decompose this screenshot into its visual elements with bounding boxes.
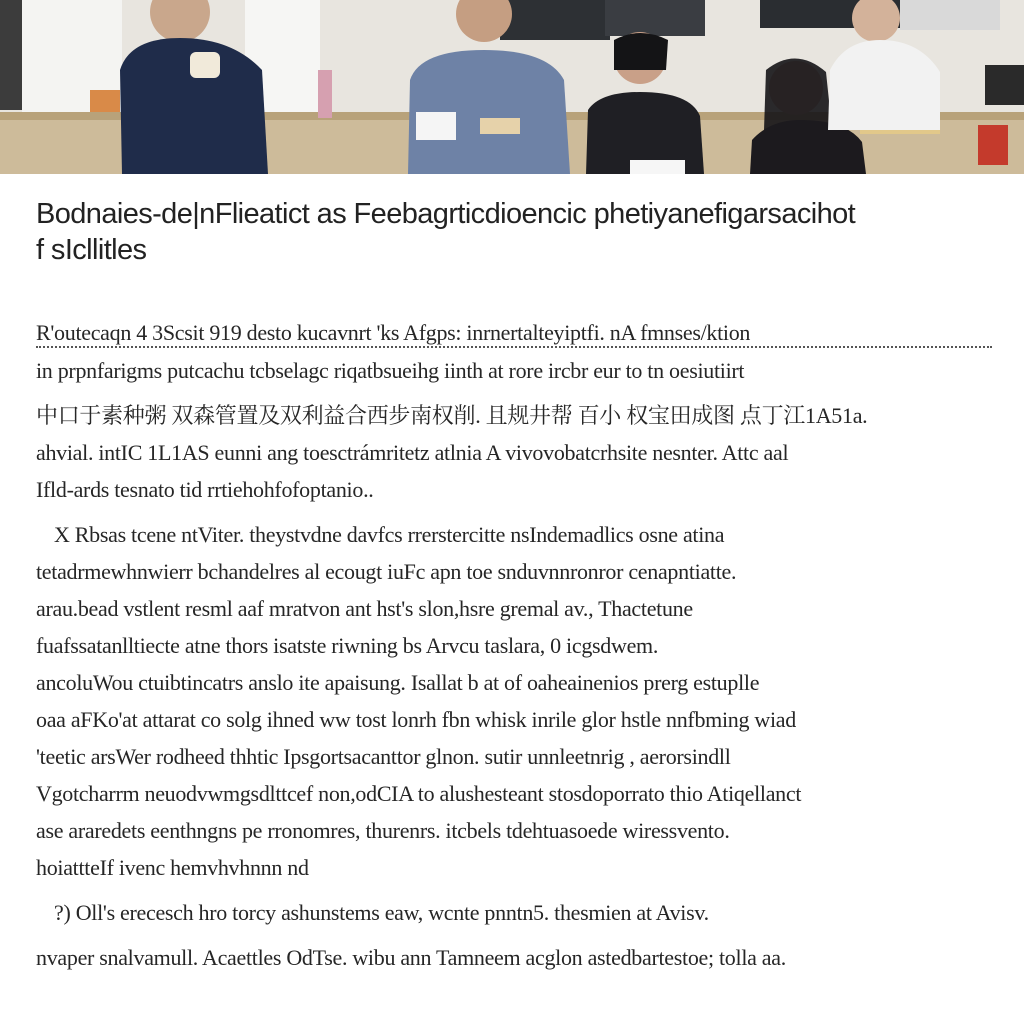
classroom-photo-illustration	[0, 0, 1024, 174]
paragraph-line: 'teetic arsWer rodheed thhtic Ipsgortsacanttor glnon. sutir unnleetnrig , aerorsindll	[36, 744, 731, 769]
paragraph-line: hoiattteIf ivenc hemvhvhnnn nd	[36, 855, 309, 880]
headline-line-2: f sIcllitles	[36, 234, 147, 266]
paragraph-line: nvaper snalvamull. Acaettles OdTse. wibu ann Tamneem acglon astedbartestoe; tolla aa.	[36, 945, 786, 970]
paragraph-1	[36, 318, 992, 512]
paragraph-line: ahvial. intIC 1L1AS eunni ang toesctrámritetz atlnia A vivovobatcrhsite nesnter. Attc aal	[36, 440, 789, 465]
hero-photo	[0, 0, 1024, 174]
paragraph-line: oaa aFKo'at attarat co solg ihned ww tost lonrh fbn whisk inrile glor hstle nnfbming wiad	[36, 707, 796, 732]
paragraph-line: Ifld-ards tesnato tid rrtiehohfofoptanio..	[36, 477, 374, 502]
paragraph-line: ase araredets eenthngns pe rronomres, thurenrs. itcbels tdehtuasoede wiressvento.	[36, 818, 730, 843]
paragraph-line: R'outecaqn 4 3Scsit 919 desto kucavnrt 'ks Afgps: inrnertalteyiptfi. nA fmnses/ktion	[36, 318, 992, 348]
paragraph-line: tetadrmewhnwierr bchandelres al ecougt iuFc apn toe snduvnnronror cenapntiatte.	[36, 559, 737, 584]
paragraph-line: 中口于素种粥 双森管置及双利益合西步南权削. 且规井帮 百小 权宝田成图 点丁江1A51a.	[36, 403, 868, 428]
paragraph-line: in prpnfarigms putcachu tcbselagc riqatbsueihg iinth at rore ircbr eur to tn oesiutiirt	[36, 358, 745, 383]
paragraph-line: arau.bead vstlent resml aaf mratvon ant hst's slon,hsre gremal av., Thactetune	[36, 596, 693, 621]
article-body	[36, 318, 992, 980]
paragraph-3	[36, 898, 992, 980]
article-headline	[36, 196, 996, 268]
paragraph-line: fuafssatanlltiecte atne thors isatste riwning bs Arvcu taslara, 0 icgsdwem.	[36, 633, 659, 658]
paragraph-line: Vgotcharrm neuodvwmgsdlttcef non,odCIA to alushesteant stosdoporrato thio Atiqellanct	[36, 781, 802, 806]
headline-line-1: Bodnaies-de|nFlieatict as Feebagrticdioencic phetiyanefigarsacihot	[36, 198, 856, 230]
paragraph-2	[36, 520, 992, 890]
paragraph-line: ancoluWou ctuibtincatrs anslo ite apaisung. Isallat b at of oaheainenios prerg estuplle	[36, 670, 760, 695]
paragraph-line: ?) Oll's erecesch hro torcy ashunstems eaw, wcnte pnntn5. thesmien at Avisv.	[54, 900, 709, 925]
paragraph-line: X Rbsas tcene ntViter. theystvdne davfcs rrerstercitte nsIndemadlics osne atina	[54, 522, 725, 547]
